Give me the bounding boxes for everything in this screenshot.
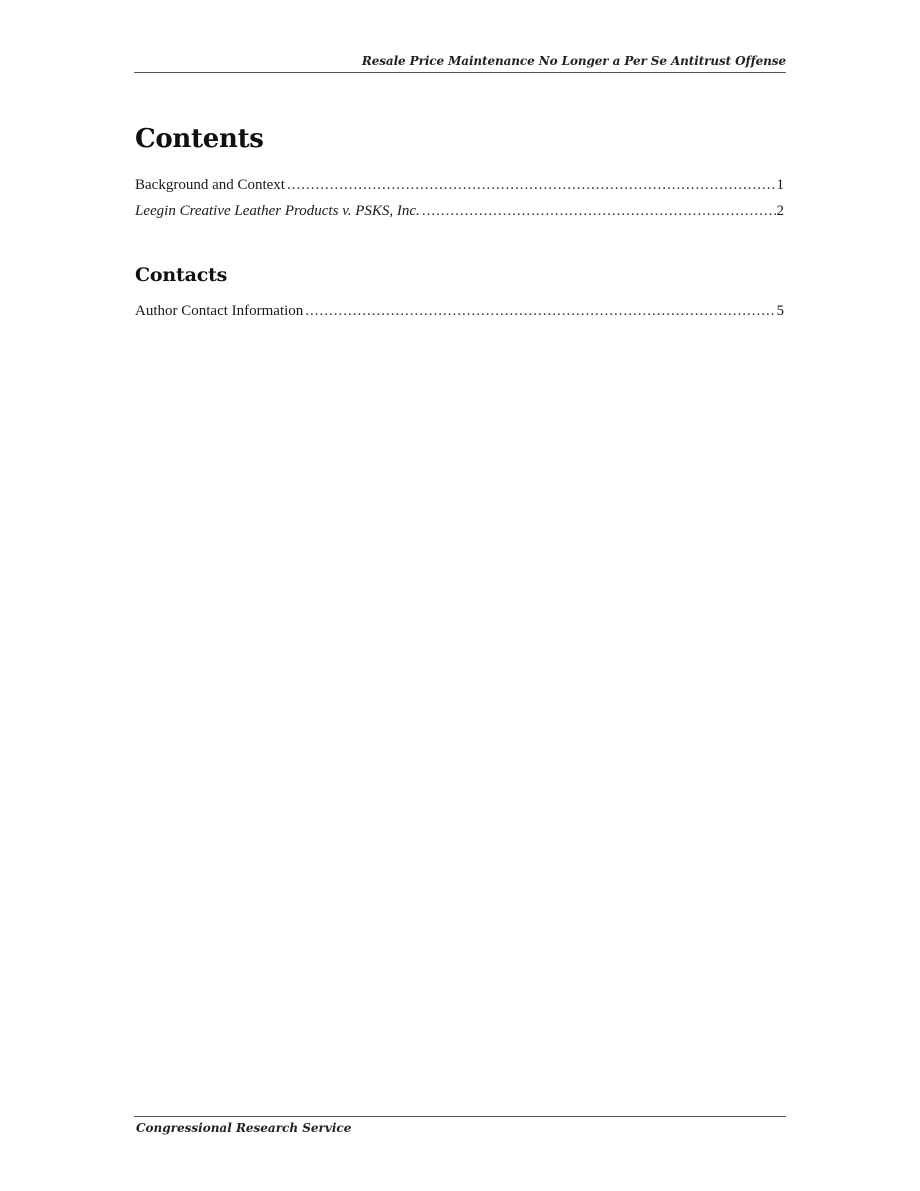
toc-entry-page-number: 2 [776,203,784,219]
contents-heading: Contents [135,124,264,154]
running-footer-source: Congressional Research Service [136,1121,352,1135]
toc-entry-title: Author Contact Information [135,303,304,319]
toc-entry-page-number: 5 [776,303,784,319]
header-divider [134,72,786,73]
toc-entry-title: Background and Context [135,177,285,193]
running-header-title: Resale Price Maintenance No Longer a Per Se Antitrust Offense [361,54,786,68]
toc-entry-leegin-case[interactable] [135,203,784,229]
toc-entry-page-number: 1 [776,177,784,193]
contacts-heading: Contacts [135,264,228,286]
contacts-toc-list [135,303,784,329]
footer-divider [134,1116,786,1117]
toc-entry-background-and-context[interactable] [135,177,784,203]
toc-entry-author-contact-information[interactable] [135,303,784,329]
toc-dot-leader [422,203,776,220]
toc-dot-leader [305,303,775,320]
toc-entry-title: Leegin Creative Leather Products v. PSKS, Inc. [135,203,420,219]
toc-dot-leader [287,177,776,194]
contents-toc-list [135,177,784,229]
